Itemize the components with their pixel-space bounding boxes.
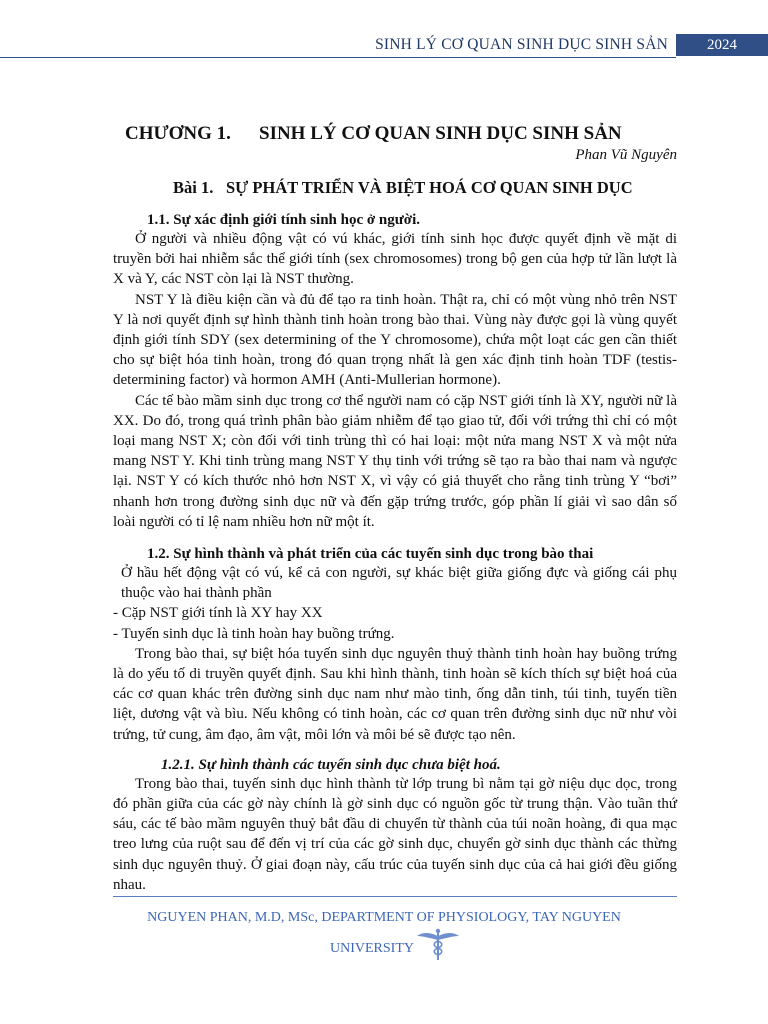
section-1-1-paragraph-1: Ở người và nhiều động vật có vú khác, giới tính sinh học được quyết định về mặt di truyền bởi hai nhiễm sắc thể giới tính (sex chromosomes) trong bộ gen của hợp tử lần lượt là X và Y, các NST còn lại là NST thường. [113, 231, 677, 288]
section-1-2-paragraph-2: Trong bào thai, sự biệt hóa tuyến sinh dục nguyên thuỷ thành tinh hoàn hay buồng trứng là do yếu tố di truyền quyết định. Sau khi hình thành, tinh hoàn sẽ kích thích sự biệt hoá của các cơ quan khác trên đường sinh dục nam như mào tinh, ống dẫn tinh, túi tinh, tuyến tiền liệt, dương vật và bìu. Nếu không có tinh hoàn, các cơ quan trên đường sinh dục nữ như vòi trứng, tử cung, âm đạo, âm vật, môi lớn và môi bé sẽ được tạo nên. [113, 645, 677, 743]
lesson-heading [113, 178, 677, 198]
section-1-2-1-paragraph-1: Trong bào thai, tuyến sinh dục hình thành từ lớp trung bì nằm tại gờ niệu dục dọc, trong đó phần giữa của các gờ này chính là gờ sinh dục có nguồn gốc từ trung thận. Vào tuần thứ sáu, các tế bào mầm nguyên thuỷ bắt đầu di chuyển từ thành của túi noãn hoàng, đi qua mạc treo lưng của ruột sau để đến vị trí của các gờ sinh dục, chuyển gờ sinh dục thành các thừng sinh dục nguyên thuỷ. Ở giai đoạn này, cấu trúc của tuyến sinh dục của cả hai giới đều giống nhau. [113, 775, 677, 893]
chapter-number: CHƯƠNG 1. [125, 123, 231, 144]
author-name: Phan Vũ Nguyên [575, 147, 677, 163]
section-1-2-bullet-2: - Tuyến sinh dục là tinh hoàn hay buồng trứng. [113, 625, 395, 642]
lesson-title: SỰ PHÁT TRIỂN VÀ BIỆT HOÁ CƠ QUAN SINH DỤC [226, 178, 633, 197]
page-header [0, 34, 768, 58]
section-1-2-bullet-1: - Cặp NST giới tính là XY hay XX [113, 605, 323, 622]
footer-affiliation-continued: UNIVERSITY [330, 941, 414, 956]
section-1-1-paragraph-3: Các tế bào mầm sinh dục trong cơ thể người nam có cặp NST giới tính là XY, người nữ là XX. Do đó, trong quá trình phân bào giảm nhiễm để tạo giao tử, đối với trứng thì chỉ có một loại mang NST X; còn đối với tinh trùng thì có hai loại: một nửa mang NST X và một nửa mang NST Y. Khi tinh trùng mang NST Y thụ tinh với trứng sẽ tạo ra bào thai nam và ngược lại. NST Y có kích thước nhỏ hơn NST X, vì vậy có giả thuyết cho rằng tinh trùng Y “bơi” nhanh hơn trong đường sinh dục nữ và đến gặp trứng trước, góp phần lí giải vì sao dân số loài người có tỉ lệ nam nhiều hơn nữ một ít. [113, 392, 677, 530]
section-1-1-heading: 1.1. Sự xác định giới tính sinh học ở người. [147, 212, 420, 228]
footer-affiliation: NGUYEN PHAN, M.D, MSc, DEPARTMENT OF PHYSIOLOGY, TAY NGUYEN [147, 910, 621, 925]
lesson-number: Bài 1. [173, 178, 214, 197]
header-divider [0, 57, 676, 58]
page-content [113, 123, 677, 895]
section-1-2-heading: 1.2. Sự hình thành và phát triển của các tuyến sinh dục trong bào thai [147, 546, 594, 563]
section-1-2-1-heading: 1.2.1. Sự hình thành các tuyến sinh dục chưa biệt hoá. [161, 756, 501, 773]
section-1-2-paragraph-1: Ở hầu hết động vật có vú, kể cả con người, sự khác biệt giữa giống đực và giống cái phụ thuộc vào hai thành phần [121, 565, 677, 602]
chapter-heading [113, 123, 677, 145]
running-header-title: SINH LÝ CƠ QUAN SINH DỤC SINH SẢN [375, 36, 668, 53]
section-1-1-paragraph-2: NST Y là điều kiện cần và đủ để tạo ra tinh hoàn. Thật ra, chỉ có một vùng nhỏ trên NST Y là nơi quyết định sự hình thành tinh hoàn trong bào thai. Vùng này được gọi là vùng quyết định giới tính SDY (sex determining of the Y chromosome), chứa một loạt các gen cần thiết cho sự biệt hóa tinh hoàn, trong đó quan trọng nhất là gen xác định tinh hoàn TDF (testis-determining factor) và hormon AMH (Anti-Mullerian hormone). [113, 291, 677, 389]
chapter-title: SINH LÝ CƠ QUAN SINH DỤC SINH SẢN [259, 123, 622, 144]
caduceus-logo-icon [416, 928, 460, 962]
footer-divider [113, 896, 677, 897]
running-header-year: 2024 [676, 34, 768, 56]
